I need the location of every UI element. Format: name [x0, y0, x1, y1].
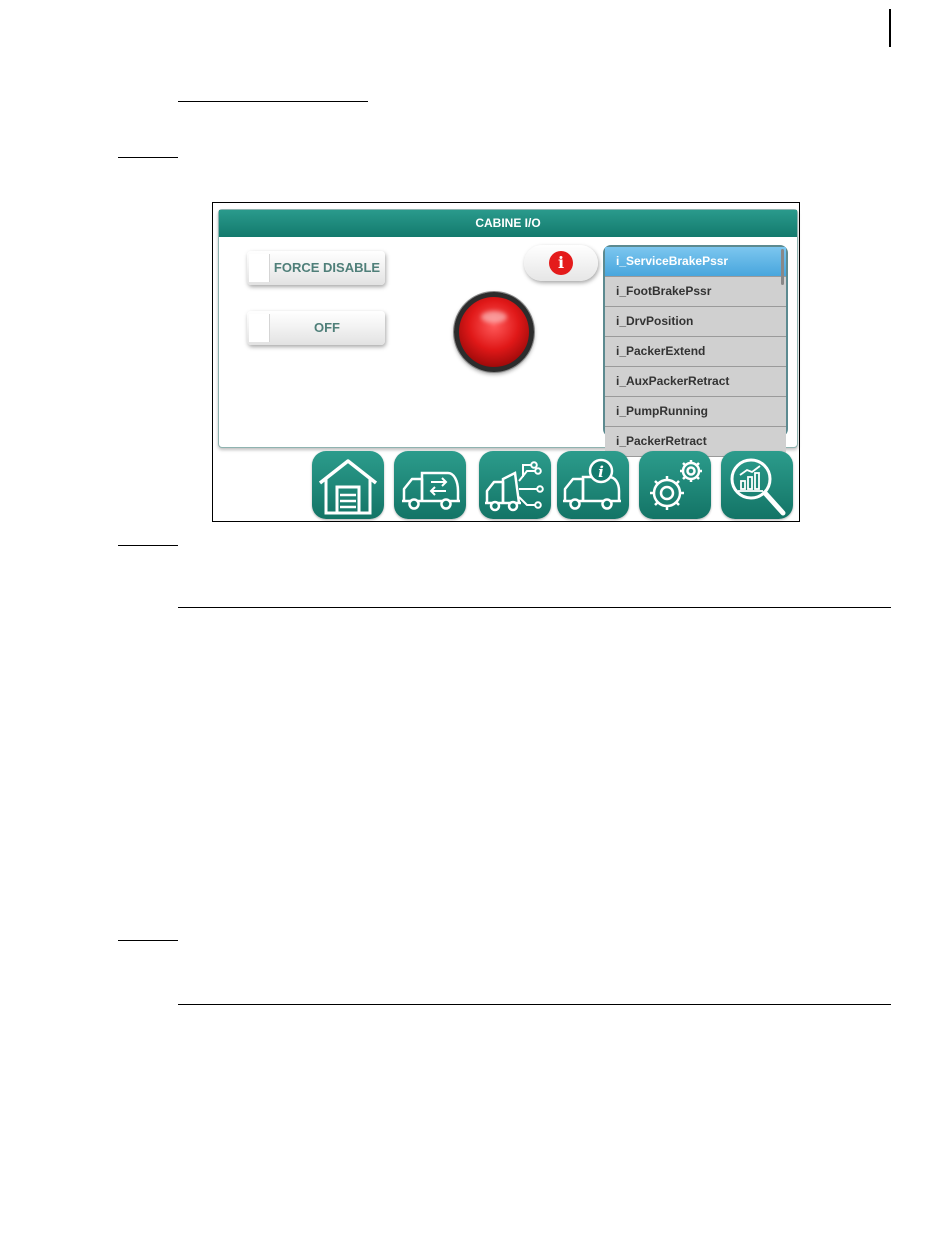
- signal-list-item[interactable]: i_AuxPackerRetract: [605, 367, 786, 397]
- signal-list-item[interactable]: i_PumpRunning: [605, 397, 786, 427]
- info-button[interactable]: [524, 245, 598, 281]
- info-icon: i: [549, 251, 573, 275]
- section-rule-2: [178, 1004, 891, 1005]
- signal-list[interactable]: [603, 245, 788, 448]
- truck-exchange-icon: [394, 451, 466, 519]
- signal-list-item[interactable]: i_FootBrakePssr: [605, 277, 786, 307]
- chart-search-icon: [721, 451, 793, 519]
- home-button[interactable]: [312, 451, 384, 519]
- cabine-io-panel: [218, 209, 798, 448]
- panel-title: CABINE I/O: [219, 210, 797, 237]
- margin-rule-1: [118, 157, 178, 158]
- signal-list-item[interactable]: i_ServiceBrakePssr: [605, 247, 786, 277]
- truck-network-icon: [479, 451, 551, 519]
- signal-list-item[interactable]: i_DrvPosition: [605, 307, 786, 337]
- svg-text:i: i: [598, 463, 604, 481]
- home-icon: [312, 451, 384, 519]
- signal-list-item[interactable]: i_PackerRetract: [605, 427, 786, 457]
- status-indicator-led: [454, 292, 534, 372]
- truck-network-button[interactable]: [479, 451, 551, 519]
- off-label: OFF: [314, 320, 340, 335]
- diagnostics-button[interactable]: [721, 451, 793, 519]
- truck-info-button[interactable]: [557, 451, 629, 519]
- toggle-knob: [249, 254, 270, 282]
- margin-rule-2: [118, 545, 178, 546]
- heading-underline: [178, 101, 368, 102]
- margin-rule-3: [118, 940, 178, 941]
- section-rule-1: [178, 607, 891, 608]
- settings-button[interactable]: [639, 451, 711, 519]
- truck-info-icon: [557, 451, 629, 519]
- list-scrollbar[interactable]: [781, 249, 784, 285]
- force-disable-toggle[interactable]: [247, 251, 385, 285]
- toggle-knob: [249, 314, 270, 342]
- settings-gears-icon: [639, 451, 711, 519]
- hmi-screenshot: [212, 202, 800, 522]
- signal-list-item[interactable]: i_PackerExtend: [605, 337, 786, 367]
- page-margin-bar: [889, 9, 891, 47]
- truck-exchange-button[interactable]: [394, 451, 466, 519]
- force-disable-label: FORCE DISABLE: [273, 260, 381, 275]
- off-toggle[interactable]: [247, 311, 385, 345]
